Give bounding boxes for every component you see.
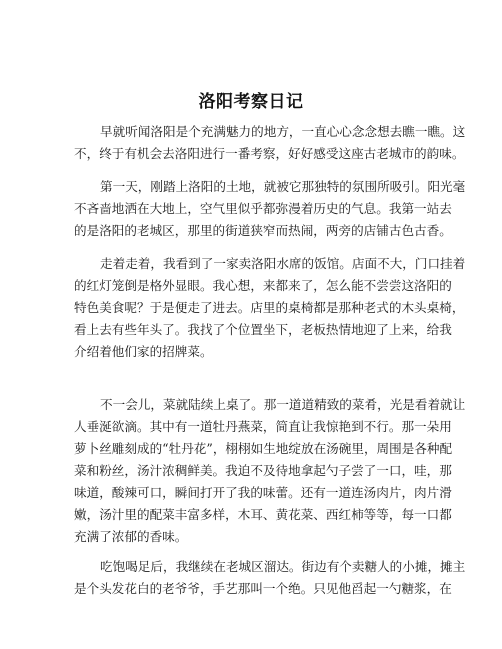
paragraph-line: 的红灯笼倒是格外显眼。我心想，来都来了，怎么能不尝尝这洛阳的 [74,278,452,293]
paragraph-line: 走着走着，我看到了一家卖洛阳水席的饭馆。店面不大，门口挂着 [100,256,466,271]
paragraph-line: 吃饱喝足后，我继续在老城区溜达。街边有个卖糖人的小摊，摊主 [100,559,466,574]
paragraph-dishes [74,394,466,548]
paragraph-restaurant [74,253,466,363]
paragraph-line: 味道，酸辣可口，瞬间打开了我的味蕾。还有一道连汤肉片，肉片滑 [74,485,452,500]
paragraph-line: 是个头发花白的老爷爷，手艺那叫一个绝。只见他舀起一勺糖浆，在 [74,581,452,596]
paragraph-line: 嫩，汤汁里的配菜丰富多样，木耳、黄花菜、西红柿等等，每一口都 [74,507,452,522]
page-title: 洛阳考察日记 [198,92,304,112]
paragraph-line: 第一天，刚踏上洛阳的土地，就被它那独特的氛围所吸引。阳光毫 [100,179,466,194]
paragraph-line: 充满了浓郁的香味。 [74,529,188,544]
paragraph-line: 人垂涎欲滴。其中有一道牡丹燕菜，简直让我惊艳到不行。那一朵用 [74,419,452,434]
paragraph-day-one [74,176,466,242]
paragraph-line: 早就听闻洛阳是个充满魅力的地方，一直心心念念想去瞧一瞧。这 [100,124,466,139]
paragraph-line: 不一会儿，菜就陆续上桌了。那一道道精致的菜肴，光是看着就让 [100,397,466,412]
paragraph-line: 不，终于有机会去洛阳进行一番考察，好好感受这座古老城市的韵味。 [74,146,465,161]
paragraph-line: 的是洛阳的老城区，那里的街道狭窄而热闹，两旁的店铺古色古香。 [74,223,452,238]
paragraph-line: 萝卜丝雕刻成的“牡丹花”，栩栩如生地绽放在汤碗里，周围是各种配 [74,441,453,456]
paragraph-line: 菜和粉丝，汤汁浓稠鲜美。我迫不及待地拿起勺子尝了一口，哇，那 [74,463,452,478]
paragraph-line: 不吝啬地洒在大地上，空气里似乎都弥漫着历史的气息。我第一站去 [74,201,452,216]
paragraph-intro [74,121,466,165]
paragraph-line: 介绍着他们家的招牌菜。 [74,344,213,359]
paragraph-street-stall [74,556,466,600]
paragraph-line: 特色美食呢？于是便走了进去。店里的桌椅都是那种老式的木头桌椅， [74,300,465,315]
paragraph-line: 看上去有些年头了。我找了个位置坐下，老板热情地迎了上来，给我 [74,322,452,337]
